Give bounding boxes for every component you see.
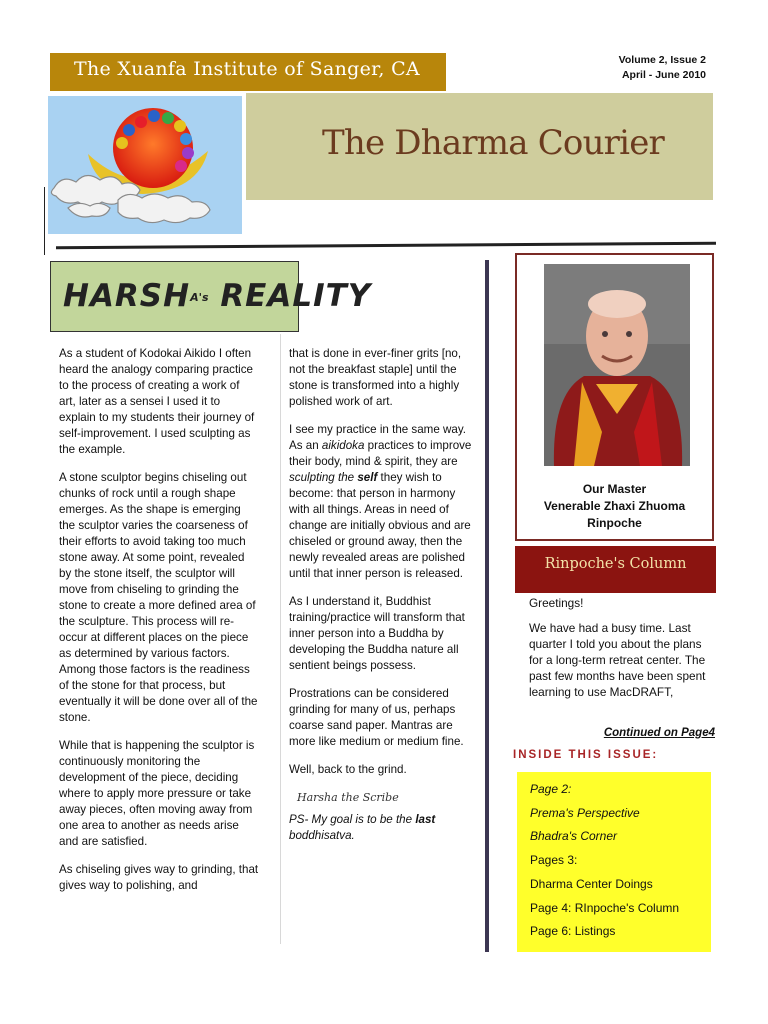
column-heading: Rinpoche's Column (544, 556, 687, 572)
toc-item[interactable]: Page 6: Listings (530, 924, 616, 938)
paragraph: Well, back to the grind. (289, 763, 407, 776)
toc-item[interactable]: Dharma Center Doings (530, 877, 653, 891)
paragraph: We have had a busy time. Last quarter I told you about the plans for a long-term retreat center. The past few months have been spent learning to use MacDRAFT, (529, 621, 706, 699)
paragraph: A stone sculptor begins chiseling out chunks of rock until a rough shape emerges. As the shape is emerging the sculptor varies the coarseness of their efforts to avoid taking too much stone away. At some point, revealed by the stone itself, the sculptor will move from chiseling to grinding the stone to create a more defined area of the sculpture. This process will re-occur at different places on the piece as determined by various factors. Among those factors is the readiness of the stone for that process, but eventually it will be done over all of the stone. (59, 471, 258, 724)
signature: Harsha the Scribe (297, 791, 399, 804)
column-text (529, 595, 713, 709)
header-rule (56, 242, 716, 250)
column-divider (280, 334, 281, 944)
paragraph: As I understand it, Buddhist training/practice will transform that inner person into a Buddha by developing the Buddha nature all sentient beings possess. (289, 595, 465, 672)
master-caption: Our Master Venerable Zhaxi Zhuoma Rinpoche (543, 482, 686, 530)
portrait-image (544, 264, 690, 466)
logo-image (48, 96, 242, 234)
article-title: HARSHA's REALITY (63, 278, 372, 314)
paragraph: I see my practice in the same way. As an aikidoka practices to improve their body, mind & spirit, they are sculpting the self they wish to become: that person in harmony with all things. Areas in need of change are initially obvious and are chiseled or ground away, then the newly revealed areas are polished until that inner person is released. (289, 423, 472, 580)
newsletter-title: The Dharma Courier (322, 123, 664, 163)
greeting: Greetings! (529, 596, 584, 610)
paragraph: Prostrations can be considered grinding for many of us, perhaps coarse sand paper. Mantras are more like medium or medium fine. (289, 687, 464, 748)
toc-item[interactable]: Page 2: (530, 782, 572, 796)
article-column-2 (289, 346, 479, 856)
dharma-wheel-cloud-icon (48, 96, 242, 234)
sidebar-divider (485, 260, 489, 952)
masthead (246, 93, 713, 200)
toc-item[interactable]: Prema's Perspective (530, 806, 640, 820)
article-column-1 (59, 346, 259, 906)
paragraph: As a student of Kodokai Aikido I often heard the analogy comparing practice to the process of creating a work of art, later as a sensei I used it to explain to my students their journey of self-improvement. I used sculpting as the example. (59, 347, 255, 456)
article-title-box (50, 261, 372, 332)
toc-item[interactable]: Page 4: RInpoche's Column (530, 901, 680, 915)
institute-banner (50, 53, 446, 91)
issue-info (560, 53, 706, 83)
institute-name: The Xuanfa Institute of Sanger, CA (74, 58, 420, 80)
column-heading-box (515, 546, 716, 593)
paragraph: that is done in ever-finer grits [no, not the breakfast staple] until the stone is transformed into a highly polished work of art. (289, 347, 462, 408)
postscript: PS- My goal is to be the last boddhisatva. (289, 813, 436, 842)
inside-issue-box (517, 772, 711, 952)
master-photo (544, 264, 690, 466)
paragraph: As chiseling gives way to grinding, that gives way to polishing, and (59, 863, 259, 892)
toc-item[interactable]: Bhadra's Corner (530, 829, 617, 843)
inside-issue-heading: INSIDE THIS ISSUE: (513, 749, 659, 761)
volume-issue: Volume 2, Issue 2 (618, 54, 706, 66)
paragraph: While that is happening the sculptor is continuously monitoring the development of the piece, deciding where to apply more pressure or take away pieces, often moving away from one area to another as needs arise and are satisfied. (59, 739, 255, 848)
issue-dates: April - June 2010 (621, 69, 706, 81)
continued-link[interactable]: Continued on Page4 (603, 727, 715, 739)
toc-item[interactable]: Pages 3: (530, 853, 578, 867)
header-divider-vertical (44, 187, 45, 255)
